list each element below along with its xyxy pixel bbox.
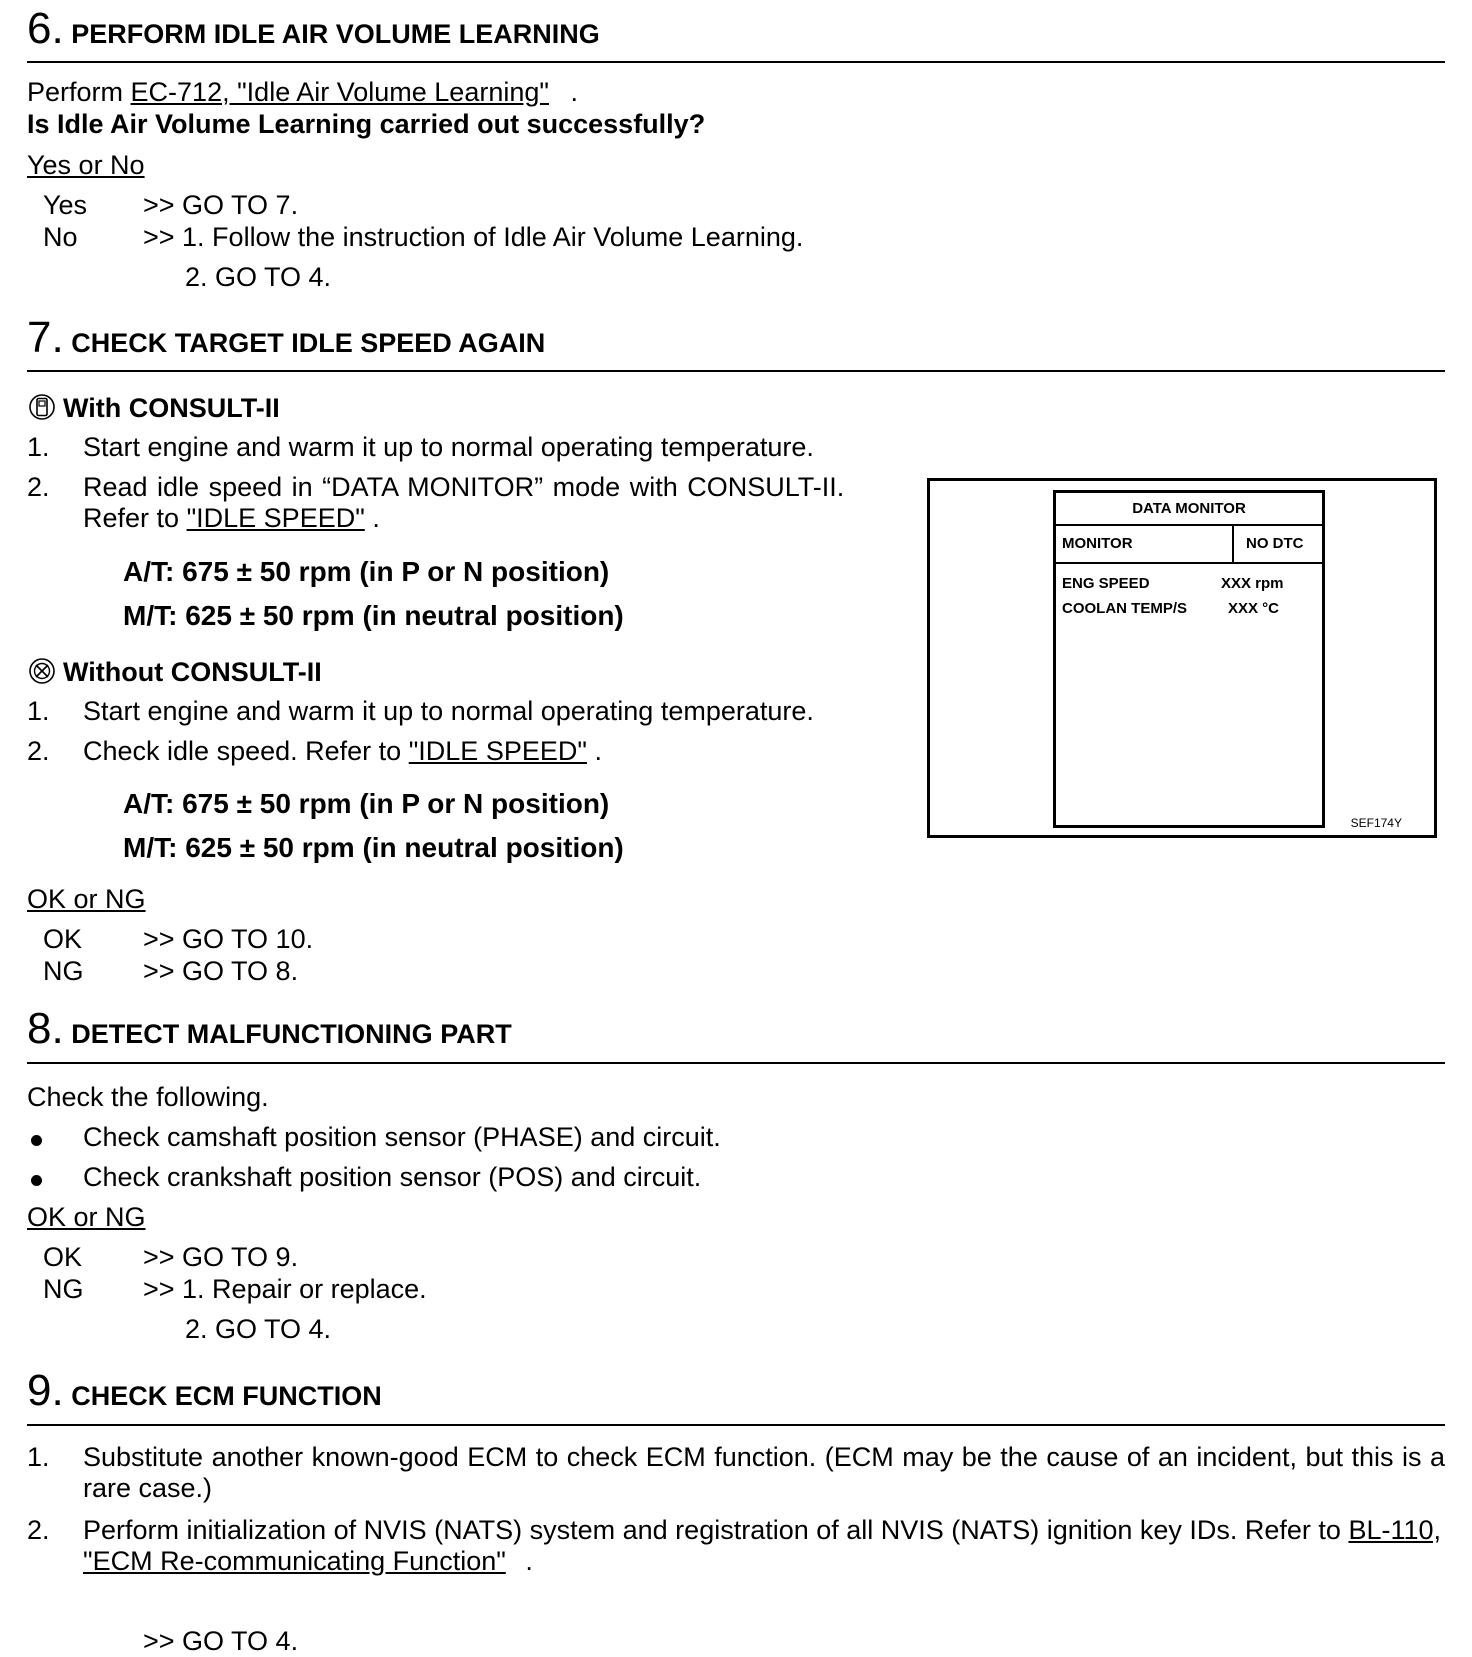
- step8-choice-header: OK or NG: [27, 1202, 146, 1232]
- step9-item1-num: 1.: [27, 1442, 50, 1472]
- idle-speed-link-2[interactable]: "IDLE SPEED": [408, 736, 587, 766]
- with-item2-num: 2.: [27, 472, 50, 502]
- row1-name: ENG SPEED: [1062, 575, 1150, 592]
- step7-choice-header: OK or NG: [27, 884, 146, 914]
- step9-header: [27, 1366, 382, 1417]
- step8-title: DETECT MALFUNCTIONING PART: [71, 1019, 512, 1049]
- step8-ok-action: >> GO TO 9.: [143, 1242, 299, 1272]
- step9-item2-suffix: .: [525, 1546, 533, 1577]
- step7-number: 7.: [27, 313, 64, 362]
- step8-ok-label: OK: [43, 1242, 83, 1272]
- row2-value: XXX °C: [1228, 600, 1280, 617]
- column-divider: [1232, 526, 1234, 562]
- step7-ok-label: OK: [43, 924, 83, 954]
- step6-title: PERFORM IDLE AIR VOLUME LEARNING: [71, 19, 600, 49]
- without-item1-text: Start engine and warm it up to normal operating temperature.: [83, 696, 814, 726]
- step6-yes-action: >> GO TO 7.: [143, 190, 299, 220]
- without-consult-heading: [27, 656, 322, 688]
- col-nodtc: NO DTC: [1246, 535, 1304, 552]
- step8-bullet1: Check camshaft position sensor (PHASE) and circuit.: [83, 1122, 721, 1152]
- step8-ng-action-1: >> 1. Repair or replace.: [143, 1274, 427, 1304]
- step9-rule: [27, 1424, 1445, 1426]
- step6-header: [27, 4, 600, 55]
- step7-ng-label: NG: [43, 956, 84, 986]
- step6-yes-label: Yes: [43, 190, 88, 220]
- col-monitor: MONITOR: [1062, 535, 1133, 552]
- bullet-dot-2: [31, 1175, 42, 1186]
- step6-no-action-2: 2. GO TO 4.: [185, 262, 332, 292]
- consult-screen: [1053, 490, 1325, 828]
- step8-intro: Check the following.: [27, 1082, 269, 1112]
- spec-at-2: A/T: 675 ± 50 rpm (in P or N position): [123, 788, 610, 819]
- with-consult-heading: [27, 392, 280, 424]
- without-item2-text: Check idle speed. Refer to: [83, 736, 402, 766]
- without-item2-num: 2.: [27, 736, 50, 766]
- step6-no-label: No: [43, 222, 78, 252]
- without-item2-line: [83, 736, 602, 767]
- step7-ng-action: >> GO TO 8.: [143, 956, 299, 986]
- data-monitor-figure: [927, 478, 1437, 838]
- step8-bullet2: Check crankshaft position sensor (POS) and circuit.: [83, 1162, 702, 1192]
- step9-item2: Perform initialization of NVIS (NATS) system and registration of all NVIS (NATS) ignition key IDs. Refer to: [83, 1515, 1341, 1545]
- step9-number: 9.: [27, 1366, 64, 1415]
- idle-air-volume-learning-link[interactable]: EC-712, "Idle Air Volume Learning": [130, 77, 549, 107]
- with-item2-suffix: .: [372, 503, 380, 533]
- perform-suffix: .: [570, 77, 578, 107]
- step8-rule: [27, 1062, 1445, 1064]
- with-item1-text: Start engine and warm it up to normal operating temperature.: [83, 432, 814, 462]
- without-item2-suffix: .: [594, 736, 602, 766]
- step9-item2-num: 2.: [27, 1515, 50, 1545]
- without-item1-num: 1.: [27, 696, 50, 726]
- spec-at-1: A/T: 675 ± 50 rpm (in P or N position): [123, 556, 610, 587]
- screen-header-row: [1056, 526, 1322, 564]
- with-item2-line1: Read idle speed in “DATA MONITOR” mode with CONSULT-II.: [83, 472, 845, 502]
- step9-item1: Substitute another known-good ECM to check ECM function. (ECM may be the cause of an incident, but this is a rare case.): [83, 1442, 1445, 1504]
- step6-question: Is Idle Air Volume Learning carried out successfully?: [27, 109, 706, 139]
- row2-name: COOLAN TEMP/S: [1062, 600, 1188, 617]
- ecm-recommunicating-link[interactable]: BL-110, "ECM Re-communicating Function": [83, 1515, 1441, 1577]
- step7-rule: [27, 370, 1445, 372]
- step6-choice-header: Yes or No: [27, 150, 145, 180]
- step6-rule: [27, 61, 1445, 63]
- step6-perform-line: [27, 77, 578, 108]
- step8-ng-label: NG: [43, 1274, 84, 1304]
- step8-header: [27, 1004, 512, 1055]
- spec-mt-2: M/T: 625 ± 50 rpm (in neutral position): [123, 832, 624, 863]
- with-item2-refer-line: [83, 503, 380, 534]
- row1-value: XXX rpm: [1221, 575, 1284, 592]
- spec-mt-1: M/T: 625 ± 50 rpm (in neutral position): [123, 600, 624, 631]
- step9-title: CHECK ECM FUNCTION: [71, 1381, 382, 1411]
- step6-no-action-1: >> 1. Follow the instruction of Idle Air Volume Learning.: [143, 222, 804, 252]
- step7-title: CHECK TARGET IDLE SPEED AGAIN: [71, 328, 546, 358]
- perform-prefix: Perform: [27, 77, 124, 107]
- step9-final-action: >> GO TO 4.: [143, 1626, 299, 1656]
- screen-title: DATA MONITOR: [1056, 493, 1322, 526]
- bullet-dot-1: [31, 1135, 42, 1146]
- step7-ok-action: >> GO TO 10.: [143, 924, 314, 954]
- no-consult-icon: [27, 656, 57, 686]
- step7-header: [27, 313, 545, 364]
- consult-tool-icon: [27, 392, 57, 422]
- without-consult-label: Without CONSULT-II: [63, 657, 322, 687]
- step6-number: 6.: [27, 4, 64, 53]
- step8-number: 8.: [27, 1004, 64, 1053]
- with-item2-refer: Refer to: [83, 503, 180, 533]
- with-consult-label: With CONSULT-II: [63, 393, 280, 423]
- step8-ng-action-2: 2. GO TO 4.: [185, 1314, 332, 1344]
- figure-id: SEF174Y: [1350, 816, 1402, 831]
- idle-speed-link-1[interactable]: "IDLE SPEED": [186, 503, 365, 533]
- with-item1-num: 1.: [27, 432, 50, 462]
- step9-item2-block: [83, 1515, 1445, 1577]
